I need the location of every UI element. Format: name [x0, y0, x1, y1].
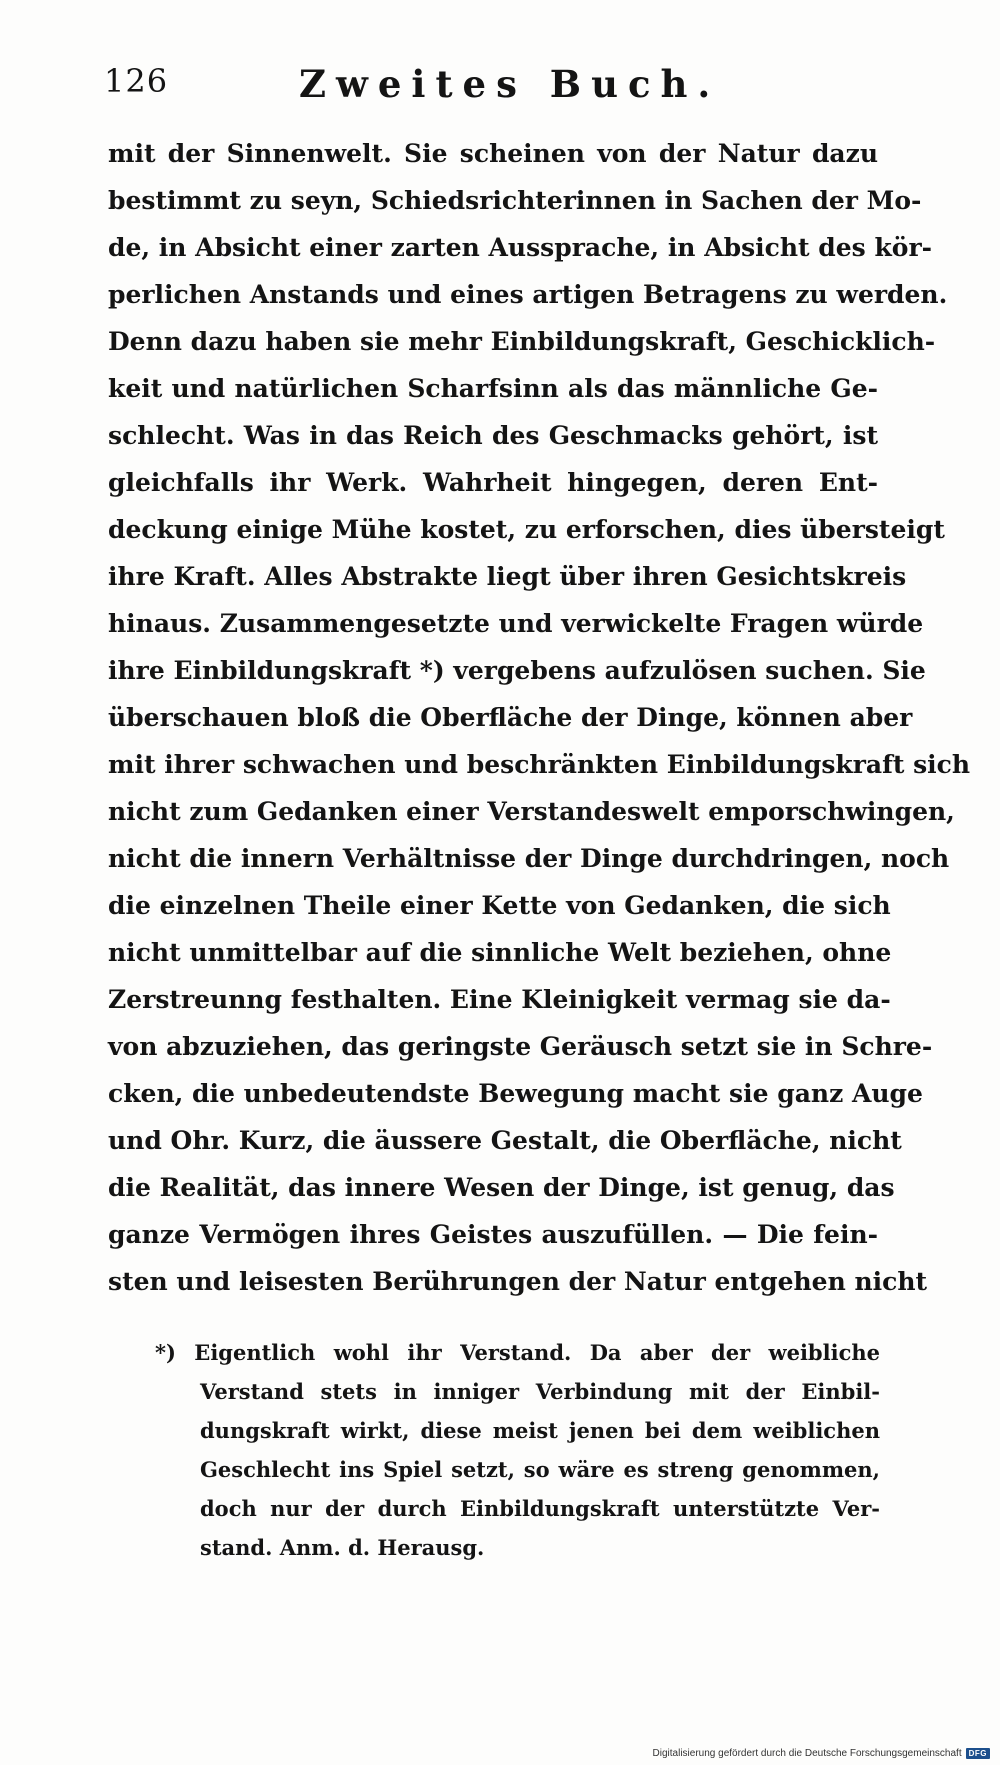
text-line: keit und natürlichen Scharfsinn als das männliche Ge-	[108, 374, 878, 403]
footnote-line: Verstand stets in inniger Verbindung mit der Einbil-	[200, 1379, 880, 1404]
text-line: hinaus. Zusammengesetzte und verwickelte Fragen würde	[108, 609, 924, 638]
dfg-logo: DFG	[966, 1748, 990, 1759]
text-line: deckung einige Mühe kostet, zu erforschen, dies übersteigt	[108, 515, 945, 544]
text-line: Denn dazu haben sie mehr Einbildungskraft, Geschicklich-	[108, 327, 936, 356]
text-line: überschauen bloß die Oberfläche der Dinge, können aber	[108, 703, 913, 732]
text-line: sten und leisesten Berührungen der Natur entgehen nicht	[108, 1267, 928, 1296]
text-line: perlichen Anstands und eines artigen Betragens zu werden.	[108, 280, 948, 309]
footnote-line: dungskraft wirkt, diese meist jenen bei dem weiblichen	[200, 1418, 880, 1443]
text-line: schlecht. Was in das Reich des Geschmacks gehört, ist	[108, 421, 878, 450]
text-line: und Ohr. Kurz, die äussere Gestalt, die Oberfläche, nicht	[108, 1126, 902, 1155]
page-number: 126	[104, 62, 169, 100]
running-head: Zweites Buch.	[299, 62, 721, 106]
text-line: nicht zum Gedanken einer Verstandeswelt emporschwingen,	[108, 797, 955, 826]
footnote-line: doch nur der durch Einbildungskraft unterstützte Ver-	[200, 1496, 880, 1521]
text-line: ihre Kraft. Alles Abstrakte liegt über ihren Gesichtskreis	[108, 562, 907, 591]
text-line: ihre Einbildungskraft *) vergebens aufzulösen suchen. Sie	[108, 656, 926, 685]
text-line: die einzelnen Theile einer Kette von Gedanken, die sich	[108, 891, 891, 920]
text-line: mit der Sinnenwelt. Sie scheinen von der Natur dazu	[108, 139, 878, 168]
text-line: von abzuziehen, das geringste Geräusch setzt sie in Schre-	[108, 1032, 933, 1061]
text-line: mit ihrer schwachen und beschränkten Einbildungskraft sich	[108, 750, 971, 779]
footnote-line: stand. Anm. d. Herausg.	[200, 1535, 485, 1560]
text-line: de, in Absicht einer zarten Aussprache, in Absicht des kör-	[108, 233, 932, 262]
footnote	[155, 1333, 880, 1567]
credit-text: Digitalisierung gefördert durch die Deutsche Forschungsgemeinschaft	[652, 1748, 962, 1759]
text-line: bestimmt zu seyn, Schiedsrichterinnen in Sachen der Mo-	[108, 186, 922, 215]
footnote-line: Geschlecht ins Spiel setzt, so wäre es streng genommen,	[200, 1457, 880, 1482]
text-line: gleichfalls ihr Werk. Wahrheit hingegen, deren Ent-	[108, 468, 878, 497]
page-header	[104, 62, 884, 112]
digitization-credit	[653, 1748, 990, 1759]
text-line: cken, die unbedeutendste Bewegung macht sie ganz Auge	[108, 1079, 923, 1108]
body-text	[108, 130, 971, 1305]
text-line: Zerstreunng festhalten. Eine Kleinigkeit vermag sie da-	[108, 985, 891, 1014]
text-line: ganze Vermögen ihres Geistes auszufüllen. — Die fein-	[108, 1220, 878, 1249]
text-line: die Realität, das innere Wesen der Dinge, ist genug, das	[108, 1173, 895, 1202]
footnote-line: *) Eigentlich wohl ihr Verstand. Da aber der weibliche	[155, 1340, 880, 1365]
text-line: nicht unmittelbar auf die sinnliche Welt beziehen, ohne	[108, 938, 892, 967]
text-line: nicht die innern Verhältnisse der Dinge durchdringen, noch	[108, 844, 950, 873]
